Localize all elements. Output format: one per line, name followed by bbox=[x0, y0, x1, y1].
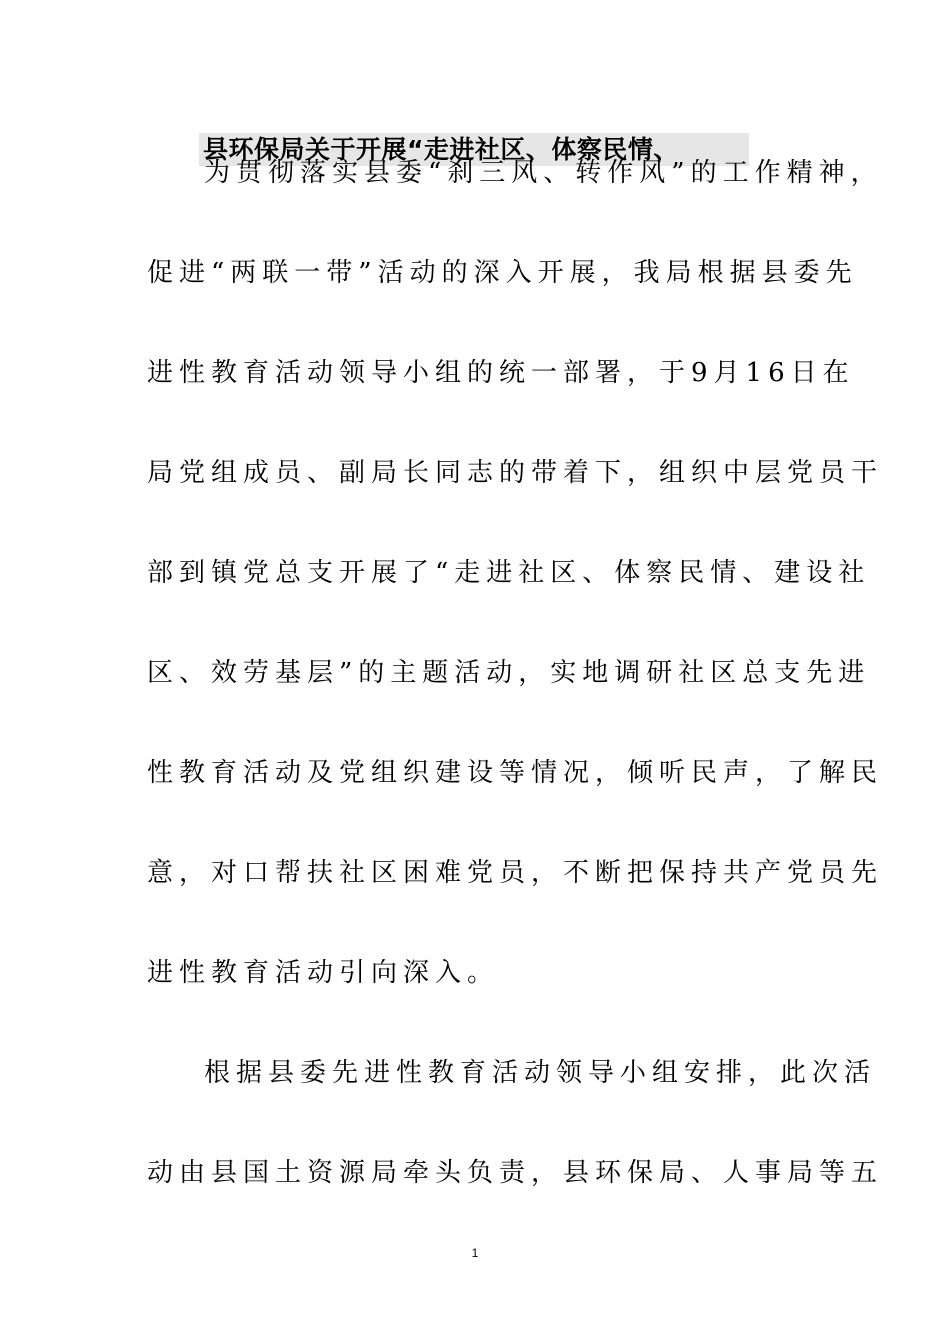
paragraph-line-10: 根据县委先进性教育活动领导小组安排，此次活 bbox=[204, 1058, 877, 1088]
paragraph-line-4: 局党组成员、副局长同志的带着下，组织中层党员干 bbox=[147, 458, 884, 488]
paragraph-line-11: 动由县国土资源局牵头负责，县环保局、人事局等五 bbox=[147, 1158, 884, 1188]
page-number: 1 bbox=[471, 1246, 479, 1260]
paragraph-line-2: 促进“两联一带”活动的深入开展，我局根据县委先 bbox=[147, 258, 858, 288]
paragraph-line-8: 意，对口帮扶社区困难党员，不断把保持共产党员先 bbox=[147, 858, 884, 888]
paragraph-line-7: 性教育活动及党组织建设等情况，倾听民声，了解民 bbox=[147, 758, 884, 788]
paragraph-line-3: 进性教育活动领导小组的统一部署，于9月16日在 bbox=[147, 358, 855, 388]
paragraph-line-1: 为贯彻落实县委“刹三风、转作风”的工作精神， bbox=[204, 158, 883, 188]
document-title: 县环保局关于开展“走进社区、体察民情、 bbox=[203, 135, 679, 164]
paragraph-line-6: 区、效劳基层”的主题活动，实地调研社区总支先进 bbox=[147, 658, 871, 688]
paragraph-line-9: 进性教育活动引向深入。 bbox=[147, 958, 500, 988]
paragraph-line-5: 部到镇党总支开展了“走进社区、体察民情、建设社 bbox=[147, 558, 871, 588]
